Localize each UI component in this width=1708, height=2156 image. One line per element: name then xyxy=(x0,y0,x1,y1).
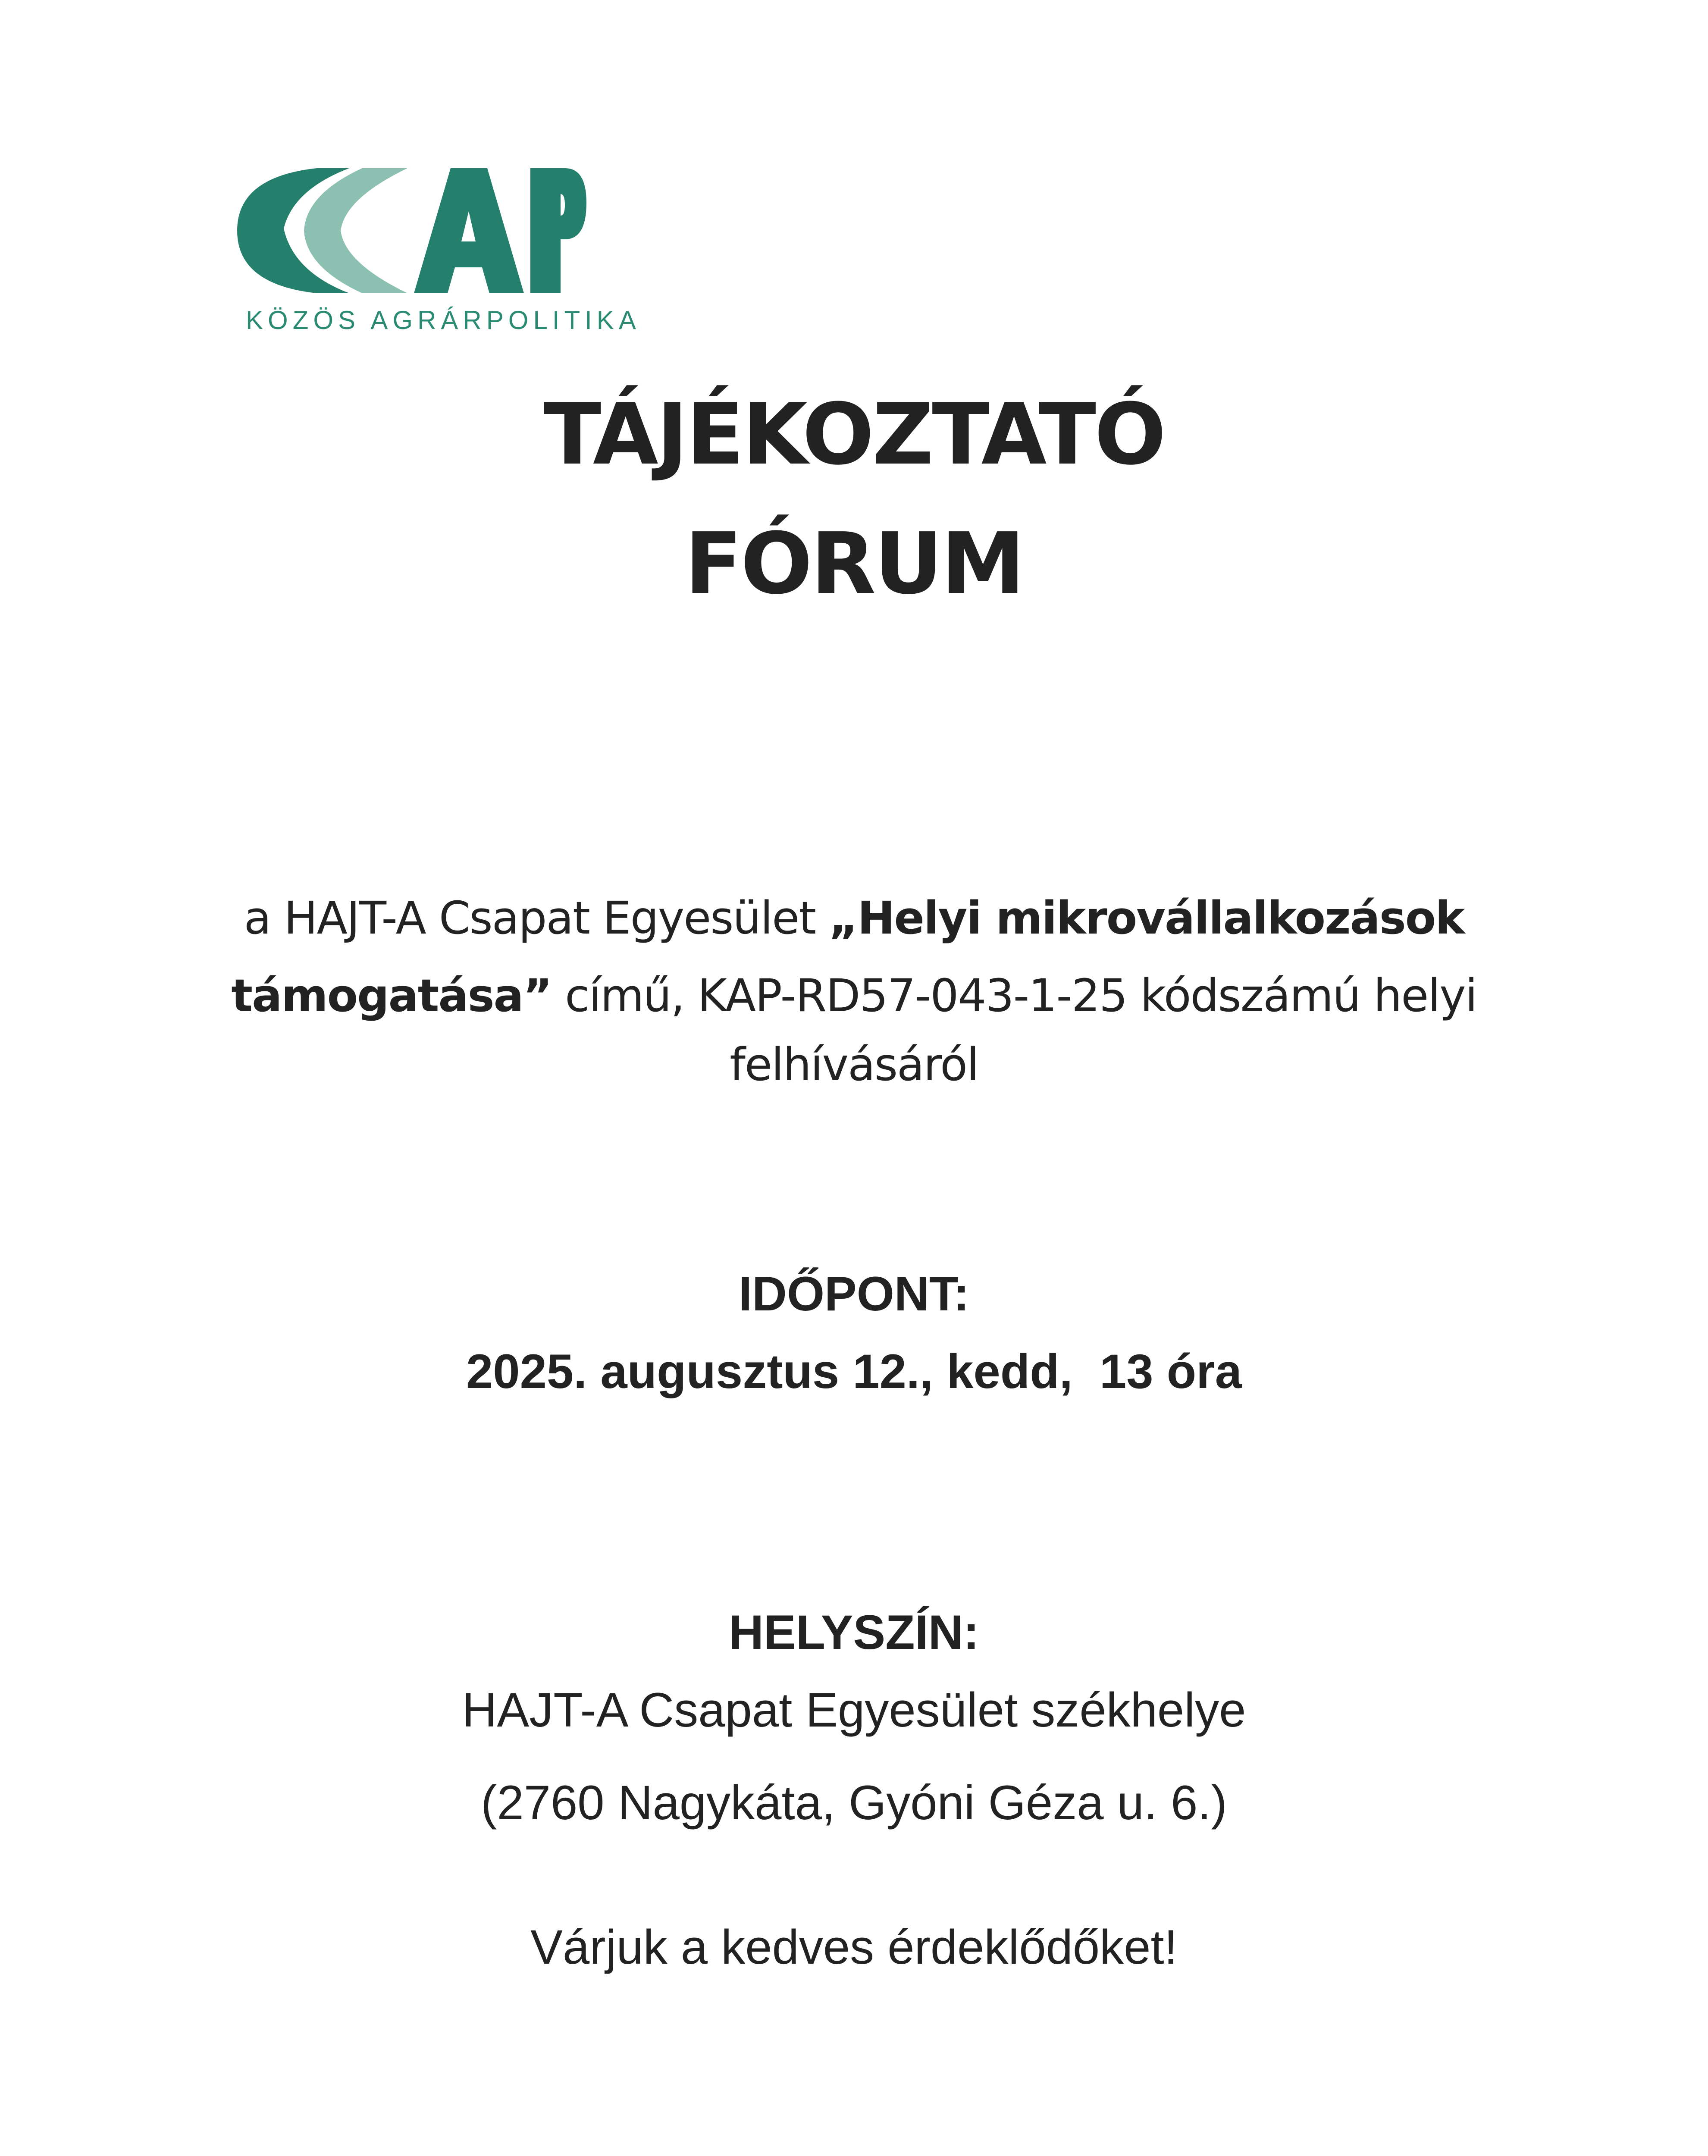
title-line-2: FÓRUM xyxy=(684,515,1024,613)
intro-prefix: a HAJT-A Csapat Egyesület xyxy=(244,892,829,944)
intro-line-1 xyxy=(0,888,1708,948)
intro-suffix: című, KAP-RD57-043-1-25 kódszámú helyi xyxy=(552,969,1477,1022)
time-value: 2025. augusztus 12., kedd, 13 óra xyxy=(466,1344,1242,1398)
location-line-1: HAJT-A Csapat Egyesület székhelye xyxy=(462,1683,1246,1737)
closing-text: Várjuk a kedves érdeklődőket! xyxy=(530,1920,1178,1974)
intro-bold-title-1: „Helyi mikrovállalkozások xyxy=(829,892,1464,944)
location-line-2: (2760 Nagykáta, Gyóni Géza u. 6.) xyxy=(481,1776,1227,1830)
kap-subtitle: KÖZÖS AGRÁRPOLITIKA xyxy=(246,306,641,335)
intro-line-3: felhívásáról xyxy=(730,1038,978,1091)
time-label: IDŐPONT: xyxy=(738,1267,970,1321)
intro-bold-title-2: támogatása” xyxy=(231,969,552,1022)
kap-logo-mark xyxy=(233,164,586,306)
location-label: HELYSZÍN: xyxy=(729,1605,979,1659)
kap-logo xyxy=(233,164,641,345)
intro-line-2 xyxy=(0,966,1708,1025)
title-line-1: TÁJÉKOZTATÓ xyxy=(543,385,1165,484)
